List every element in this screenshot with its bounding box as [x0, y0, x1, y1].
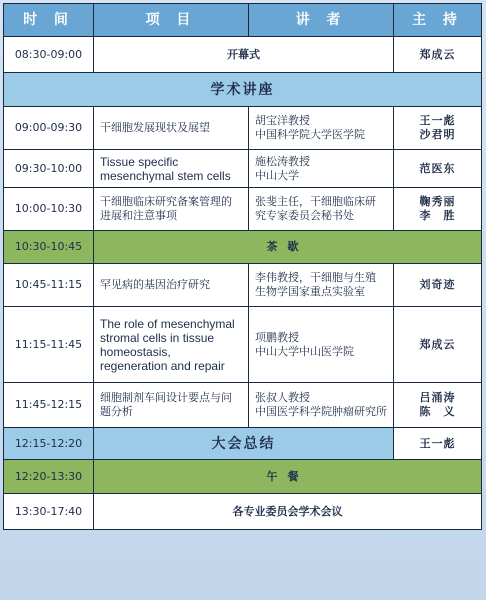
topic-cell	[94, 383, 249, 428]
text-line: The role of mesenchymal	[100, 316, 235, 331]
text-line: 张斐主任，干细胞临床研	[255, 195, 376, 208]
time-cell: 10:30-10:45	[4, 231, 94, 264]
speaker-cell	[249, 150, 394, 188]
text-line: mesenchymal stem cells	[100, 168, 231, 183]
schedule-row	[4, 264, 482, 307]
time-cell: 11:45-12:15	[4, 383, 94, 428]
text-line: 李伟教授，干细胞与生殖	[255, 271, 376, 284]
host-cell: 郑成云	[394, 37, 482, 73]
text-line: 陈 义	[419, 405, 456, 418]
header-row	[4, 4, 482, 37]
time-cell: 09:30-10:00	[4, 150, 94, 188]
text-line: 中山大学	[255, 168, 299, 182]
schedule-row	[4, 231, 482, 264]
summary-label: 大会总结	[94, 428, 394, 460]
host-cell	[394, 107, 482, 150]
text-line: 胡宝洋教授	[255, 114, 310, 127]
text-line: 王一彪	[419, 114, 456, 127]
host-cell: 王一彪	[394, 428, 482, 460]
text-line: 题分析	[100, 405, 133, 418]
text-line: Tissue specific	[100, 154, 179, 169]
time-cell: 10:00-10:30	[4, 188, 94, 231]
schedule-row	[4, 428, 482, 460]
header-host: 主 持	[394, 4, 482, 37]
text-line: 项鹏教授	[255, 330, 299, 344]
text-line: regeneration and repair	[100, 358, 225, 373]
schedule-row	[4, 150, 482, 188]
time-cell: 12:15-12:20	[4, 428, 94, 460]
topic-cell	[94, 188, 249, 231]
topic-cell: 罕见病的基因治疗研究	[94, 264, 249, 307]
speaker-cell	[249, 107, 394, 150]
text-line: stromal cells in tissue	[100, 330, 215, 345]
break-label: 茶歇	[94, 231, 482, 264]
schedule-row	[4, 460, 482, 494]
host-cell: 刘奇迹	[394, 264, 482, 307]
topic-cell	[94, 150, 249, 188]
time-cell: 10:45-11:15	[4, 264, 94, 307]
text-line: 中国医学科学院肿瘤研究所	[255, 405, 387, 418]
schedule-row	[4, 73, 482, 107]
topic-cell: 干细胞发展现状及展望	[94, 107, 249, 150]
speaker-cell	[249, 383, 394, 428]
time-cell: 08:30-09:00	[4, 37, 94, 73]
schedule-row	[4, 307, 482, 383]
header-time: 时 间	[4, 4, 94, 37]
topic-cell	[94, 307, 249, 383]
header-topic: 项 目	[94, 4, 249, 37]
text-line: 吕涌涛	[419, 391, 456, 404]
text-line: homeostasis,	[100, 344, 171, 359]
schedule-row	[4, 383, 482, 428]
session-title: 各专业委员会学术会议	[94, 494, 482, 530]
text-line: 鞠秀丽	[419, 195, 456, 208]
session-title: 开幕式	[94, 37, 394, 73]
speaker-cell	[249, 264, 394, 307]
text-line: 张叔人教授	[255, 391, 310, 404]
text-line: 中山大学中山医学院	[255, 344, 354, 358]
section-title: 学术讲座	[4, 73, 482, 107]
time-cell: 09:00-09:30	[4, 107, 94, 150]
host-cell: 郑成云	[394, 307, 482, 383]
time-cell: 13:30-17:40	[4, 494, 94, 530]
schedule-row	[4, 107, 482, 150]
time-cell: 11:15-11:45	[4, 307, 94, 383]
schedule-row	[4, 188, 482, 231]
schedule-row	[4, 37, 482, 73]
time-cell: 12:20-13:30	[4, 460, 94, 494]
speaker-cell	[249, 188, 394, 231]
speaker-cell	[249, 307, 394, 383]
text-line: 究专家委员会秘书处	[255, 209, 354, 222]
host-cell	[394, 383, 482, 428]
text-line: 细胞制剂车间设计要点与问	[100, 391, 232, 404]
schedule-row	[4, 494, 482, 530]
text-line: 进展和注意事项	[100, 209, 177, 222]
host-cell	[394, 188, 482, 231]
text-line: 李 胜	[419, 209, 456, 222]
break-label: 午餐	[94, 460, 482, 494]
host-cell: 范医东	[394, 150, 482, 188]
text-line: 生物学国家重点实验室	[255, 285, 365, 298]
header-speaker: 讲 者	[249, 4, 394, 37]
text-line: 沙君明	[419, 128, 456, 141]
text-line: 干细胞临床研究备案管理的	[100, 195, 232, 208]
text-line: 施松涛教授	[255, 154, 310, 168]
text-line: 中国科学院大学医学院	[255, 128, 365, 141]
schedule-table	[3, 3, 482, 530]
